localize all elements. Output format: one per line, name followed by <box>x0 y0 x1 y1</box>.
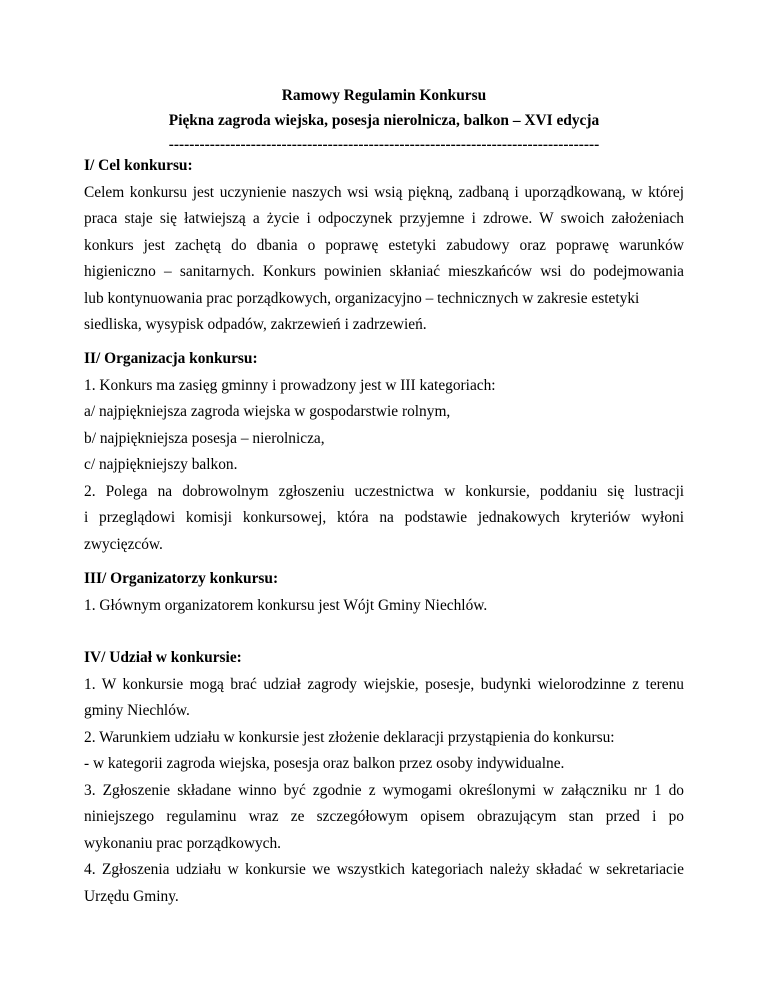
section-organizacja-konkursu <box>84 346 684 558</box>
list-item: a/ najpiękniejsza zagroda wiejska w gospodarstwie rolnym, <box>84 403 451 420</box>
paragraph-line: gminy Niechlów. <box>84 702 190 719</box>
paragraph-line: 1. Głównym organizatorem konkursu jest Wójt Gminy Niechlów. <box>84 596 488 614</box>
section-heading: I/ Cel konkursu: <box>84 157 193 174</box>
paragraph-line: Celem konkursu jest uczynienie naszych wsi wsią piękną, zadbaną i uporządkowaną, w której <box>84 183 684 201</box>
paragraph-line: lub kontynuowania prac porządkowych, organizacyjno – technicznych w zakresie estetyki <box>84 289 640 307</box>
section-cel-konkursu <box>84 153 684 339</box>
paragraph-line: 2. Polega na dobrowolnym zgłoszeniu uczestnictwa w konkursie, poddaniu się lustracji <box>84 482 684 500</box>
paragraph-line: higieniczno – sanitarnych. Konkurs powinien skłaniać mieszkańców wsi do podejmowania <box>84 263 684 280</box>
document-subtitle: Piękna zagroda wiejska, posesja nierolnicza, balkon – XVI edycja <box>168 112 600 129</box>
section-organizatorzy-konkursu <box>84 566 684 619</box>
paragraph-line: zwycięzców. <box>84 535 163 553</box>
divider-line: ------------------------------------------------------------------------------------ <box>168 136 600 153</box>
paragraph-line: praca staje się łatwiejszą a życie i odpoczynek przyjemne i zdrowe. W swoich założeniach <box>84 210 684 227</box>
section-heading: IV/ Udział w konkursie: <box>84 649 242 666</box>
paragraph-line: Urzędu Gminy. <box>84 887 179 905</box>
paragraph-line: siedliska, wysypisk odpadów, zakrzewień i zadrzewień. <box>84 316 427 333</box>
list-item: 1. Konkurs ma zasięg gminny i prowadzony jest w III kategoriach: <box>84 376 496 394</box>
list-item: b/ najpiękniejsza posesja – nierolnicza, <box>84 429 325 447</box>
paragraph-line: i przeglądowi komisji konkursowej, która na podstawie jednakowych kryteriów wyłoni <box>84 509 684 526</box>
paragraph-line: 2. Warunkiem udziału w konkursie jest złożenie deklaracji przystąpienia do konkursu: <box>84 728 615 746</box>
paragraph-line: 4. Zgłoszenia udziału w konkursie we wszystkich kategoriach należy składać w sekretariacie <box>84 861 684 878</box>
paragraph-line: konkurs jest zachętą do dbania o poprawę estetyki zabudowy oraz poprawę warunków <box>84 236 684 254</box>
section-heading: II/ Organizacja konkursu: <box>84 350 258 367</box>
paragraph-line: 1. W konkursie mogą brać udział zagrody wiejskie, posesje, budynki wielorodzinne z terenu <box>84 675 684 693</box>
section-udzial-w-konkursie <box>84 645 684 910</box>
paragraph-line: - w kategorii zagroda wiejska, posesja oraz balkon przez osoby indywidualne. <box>84 755 565 772</box>
paragraph-line: niniejszego regulaminu wraz ze szczegółowym opisem obrazującym stan przed i po <box>84 808 684 825</box>
section-heading: III/ Organizatorzy konkursu: <box>84 570 279 587</box>
document-title: Ramowy Regulamin Konkursu <box>281 87 487 104</box>
paragraph-line: wykonaniu prac porządkowych. <box>84 834 282 852</box>
list-item: c/ najpiękniejszy balkon. <box>84 456 238 473</box>
paragraph-line: 3. Zgłoszenie składane winno być zgodnie z wymogami określonymi w załączniku nr 1 do <box>84 781 684 799</box>
